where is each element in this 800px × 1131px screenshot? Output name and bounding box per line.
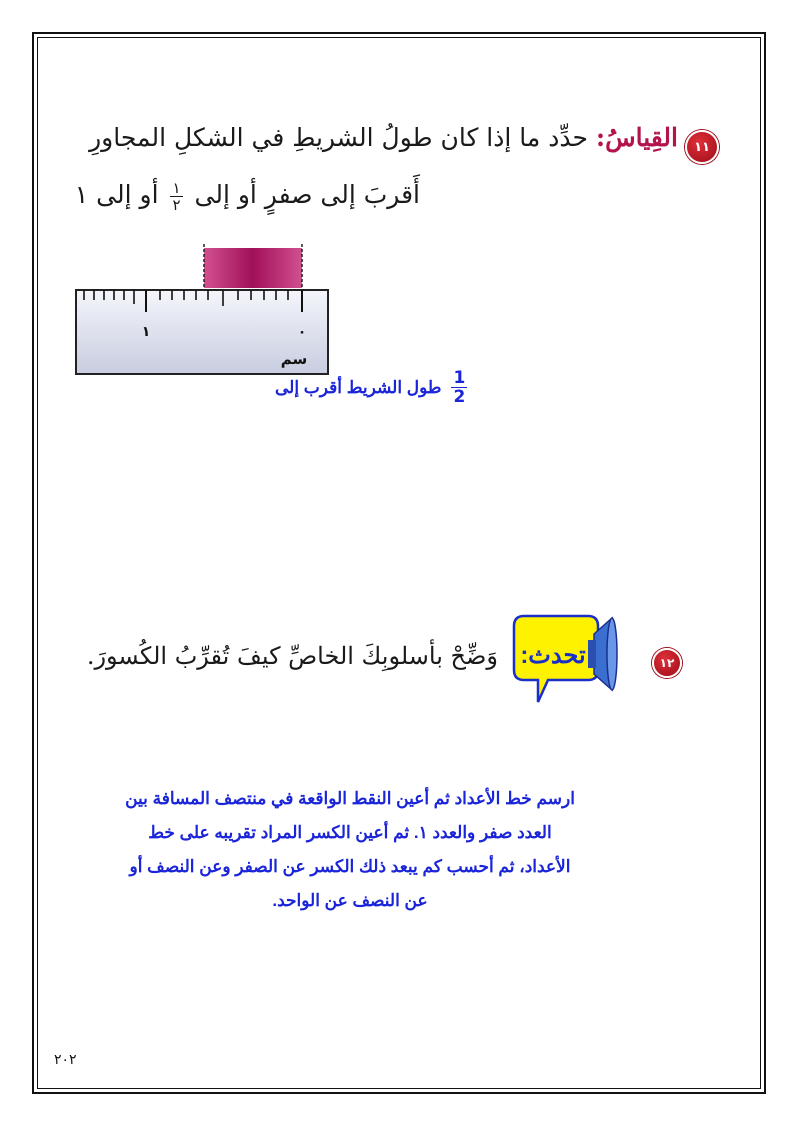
half-fraction-numerator: ١ [172, 178, 181, 197]
half-fraction-denominator: ٢ [172, 195, 181, 214]
talk-label: تحدث: [520, 642, 586, 669]
ruler-unit-label: سم [280, 350, 308, 368]
answer-line-3: الأعداد، ثم أحسب كم يبعد ذلك الكسر عن الصفر وعن النصف أو [129, 857, 571, 876]
problem-11-number-badge [685, 130, 719, 164]
problem-12-answer [100, 782, 600, 918]
problem-11-line-1 [89, 123, 678, 152]
problem-11-label: القِياسُ: [595, 123, 678, 152]
problem-11-answer-text: طول الشريط أقرب إلى [275, 378, 442, 397]
answer-half-fraction [451, 370, 467, 406]
half-fraction [170, 178, 182, 214]
answer-fraction-numerator: 1 [453, 368, 466, 388]
ribbon [204, 248, 302, 288]
ruler-label-zero: ٠ [297, 324, 307, 340]
answer-line-2: العدد صفر والعدد ١. ثم أعين الكسر المراد تقريبه على خط [148, 823, 552, 842]
problem-11-line-2 [20, 180, 420, 213]
ruler-figure [74, 238, 330, 378]
answer-line-4: عن النصف عن الواحد. [272, 891, 428, 910]
problem-12-number: ١٢ [659, 656, 675, 670]
answer-line-1: ارسم خط الأعداد ثم أعين النقط الواقعة في منتصف المسافة بين [125, 789, 575, 808]
problem-12-number-badge [652, 648, 682, 678]
page-number: ٢٠٢ [54, 1052, 77, 1068]
problem-11-answer [275, 370, 595, 406]
answer-fraction-denominator: 2 [453, 387, 466, 407]
problem-11-number: ١١ [694, 139, 710, 155]
problem-11-line-2-start: أَقربَ إلى صفرٍ أو إلى [194, 180, 420, 209]
ruler-label-one: ١ [141, 324, 151, 340]
problem-12-text: وَضِّحْ بأسلوبِكَ الخاصِّ كيفَ تُقرِّبُ الكُسورَ. [86, 642, 498, 670]
problem-11-line-2-end: أو إلى ١ [74, 180, 159, 209]
problem-11-line-1-text: حدِّد ما إذا كان طولُ الشريطِ في الشكلِ المجاورِ [89, 123, 588, 152]
